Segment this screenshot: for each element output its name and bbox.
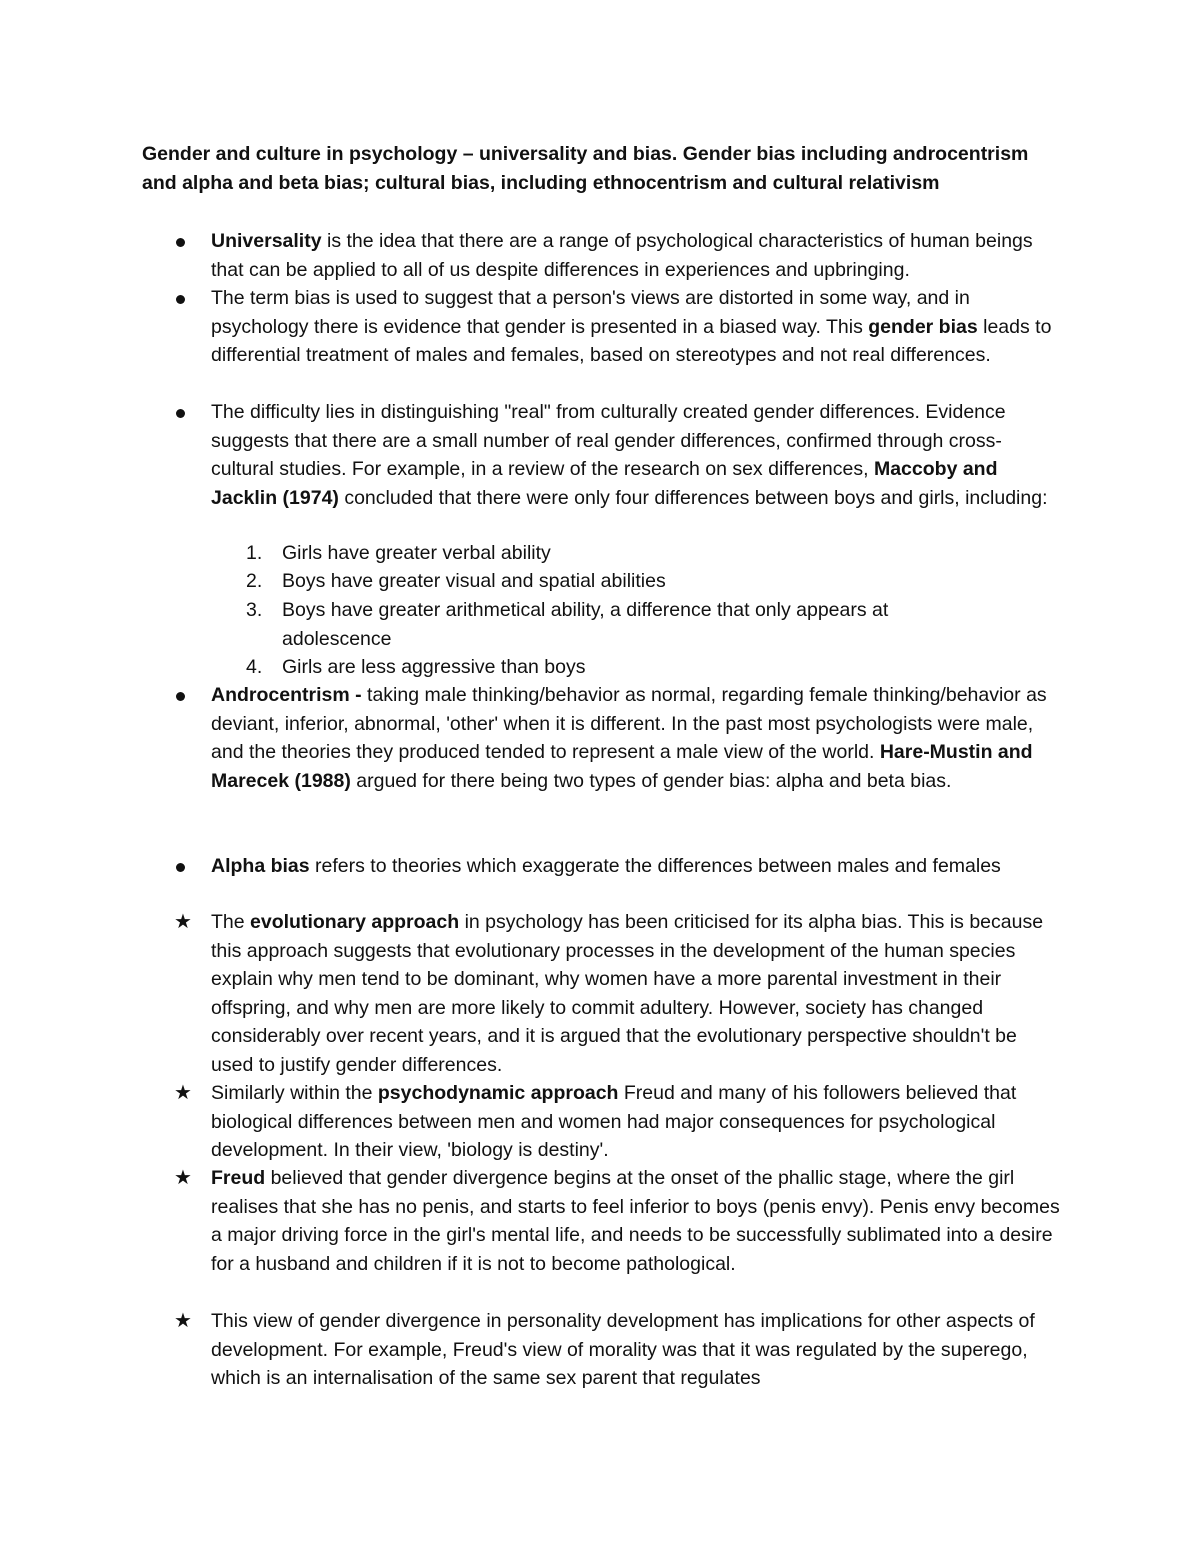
star-icon: ★: [174, 1167, 192, 1189]
document-title: Gender and culture in psychology – universality and bias. Gender bias including androcentrism and alpha and beta bias; cultural bias, including ethnocentrism and cultural relativism: [142, 143, 1029, 194]
item-text: in psychology has been criticised for its alpha bias. This is because this approach suggests that evolutionary processes in the development of the human species explain why men tend to be dominant, why women have a more parental investment in their offspring, and why men are more likely to commit adultery. However, society has changed considerably over recent years, and it is argued that the evolutionary perspective shouldn't be used to justify gender differences.: [211, 911, 1044, 1076]
list-number: 1.: [246, 542, 263, 564]
item-bold-term: psychodynamic approach: [377, 1082, 619, 1104]
star-icon: ★: [174, 1310, 192, 1332]
item-text: leads to differential treatment of males and females, based on stereotypes and not real differences.: [211, 315, 1052, 366]
list-item: [211, 908, 1061, 1079]
list-item: [211, 681, 1061, 795]
numbered-item: Girls are less aggressive than boys: [282, 656, 586, 678]
bullet-icon: [176, 863, 185, 872]
numbered-item: Boys have greater visual and spatial abilities: [282, 570, 666, 592]
item-bold-term: Universality: [211, 230, 322, 252]
bullet-icon: [176, 409, 185, 418]
item-text: Similarly within the: [211, 1082, 378, 1104]
list-item: [211, 1164, 1061, 1278]
item-text: concluded that there were only four differences between boys and girls, including:: [338, 486, 1048, 509]
item-bold-term: Androcentrism -: [211, 684, 362, 706]
bullet-icon: [176, 238, 185, 247]
numbered-item: Boys have greater arithmetical ability, a difference that only appears at adolescence: [282, 599, 889, 650]
list-number: 4.: [246, 656, 263, 678]
item-bold-term: evolutionary approach: [250, 911, 460, 933]
list-item: [211, 1079, 1061, 1165]
bullet-icon: [176, 692, 185, 701]
item-text: Freud and many of his followers believed that biological differences between men and women had major consequences for psychological development. In their view, 'biology is destiny'.: [211, 1082, 1017, 1161]
list-item: [211, 398, 1061, 512]
list-item: [211, 227, 1061, 284]
list-item: [211, 852, 1061, 881]
item-text: argued for there being two types of gender bias: alpha and beta bias.: [350, 769, 952, 792]
item-bold-term: Alpha bias: [211, 855, 310, 877]
item-text: This view of gender divergence in personality development has implications for other aspects of development. For example, Freud's view of morality was that it was regulated by the superego, which is an internalisation of the same sex parent that regulates: [211, 1310, 1035, 1389]
item-text: refers to theories which exaggerate the differences between males and females: [309, 855, 1001, 877]
item-text: believed that gender divergence begins at the onset of the phallic stage, where the girl realises that she has no penis, and starts to feel inferior to boys (penis envy). Penis envy becomes a major driving force in the girl's mental life, and needs to be successfully sublimated into a desire for a husband and children if it is not to become pathological.: [211, 1167, 1060, 1275]
item-text: is the idea that there are a range of psychological characteristics of human beings that can be applied to all of us despite differences in experiences and upbringing.: [211, 230, 1033, 281]
star-icon: ★: [174, 911, 192, 933]
item-text: taking male thinking/behavior as normal, regarding female thinking/behavior as deviant, inferior, abnormal, 'other' when it is different. In the past most psychologists were male, and the theories they produced tended to represent a male view of the world.: [211, 684, 1047, 763]
item-bold-term: gender bias: [868, 315, 978, 338]
list-number: 3.: [246, 599, 263, 621]
item-bold-term: Hare-Mustin and Marecek (1988): [211, 741, 1033, 792]
star-icon: ★: [174, 1082, 192, 1104]
list-item: [211, 1307, 1061, 1393]
numbered-item: Girls have greater verbal ability: [282, 542, 551, 564]
item-bold-term: Maccoby and Jacklin (1974): [211, 458, 998, 509]
item-text: The term bias is used to suggest that a person's views are distorted in some way, and in psychology there is evidence that gender is presented in a biased way. This: [211, 287, 970, 338]
list-item: [211, 284, 1061, 370]
list-number: 2.: [246, 570, 263, 592]
bullet-icon: [176, 295, 185, 304]
item-text: The difficulty lies in distinguishing "real" from culturally created gender differences. Evidence suggests that there are a small number of real gender differences, confirmed through cross-cultural studies. For example, in a review of the research on sex differences,: [211, 401, 1006, 480]
item-bold-term: Freud: [211, 1167, 266, 1189]
item-text: The: [211, 911, 251, 933]
